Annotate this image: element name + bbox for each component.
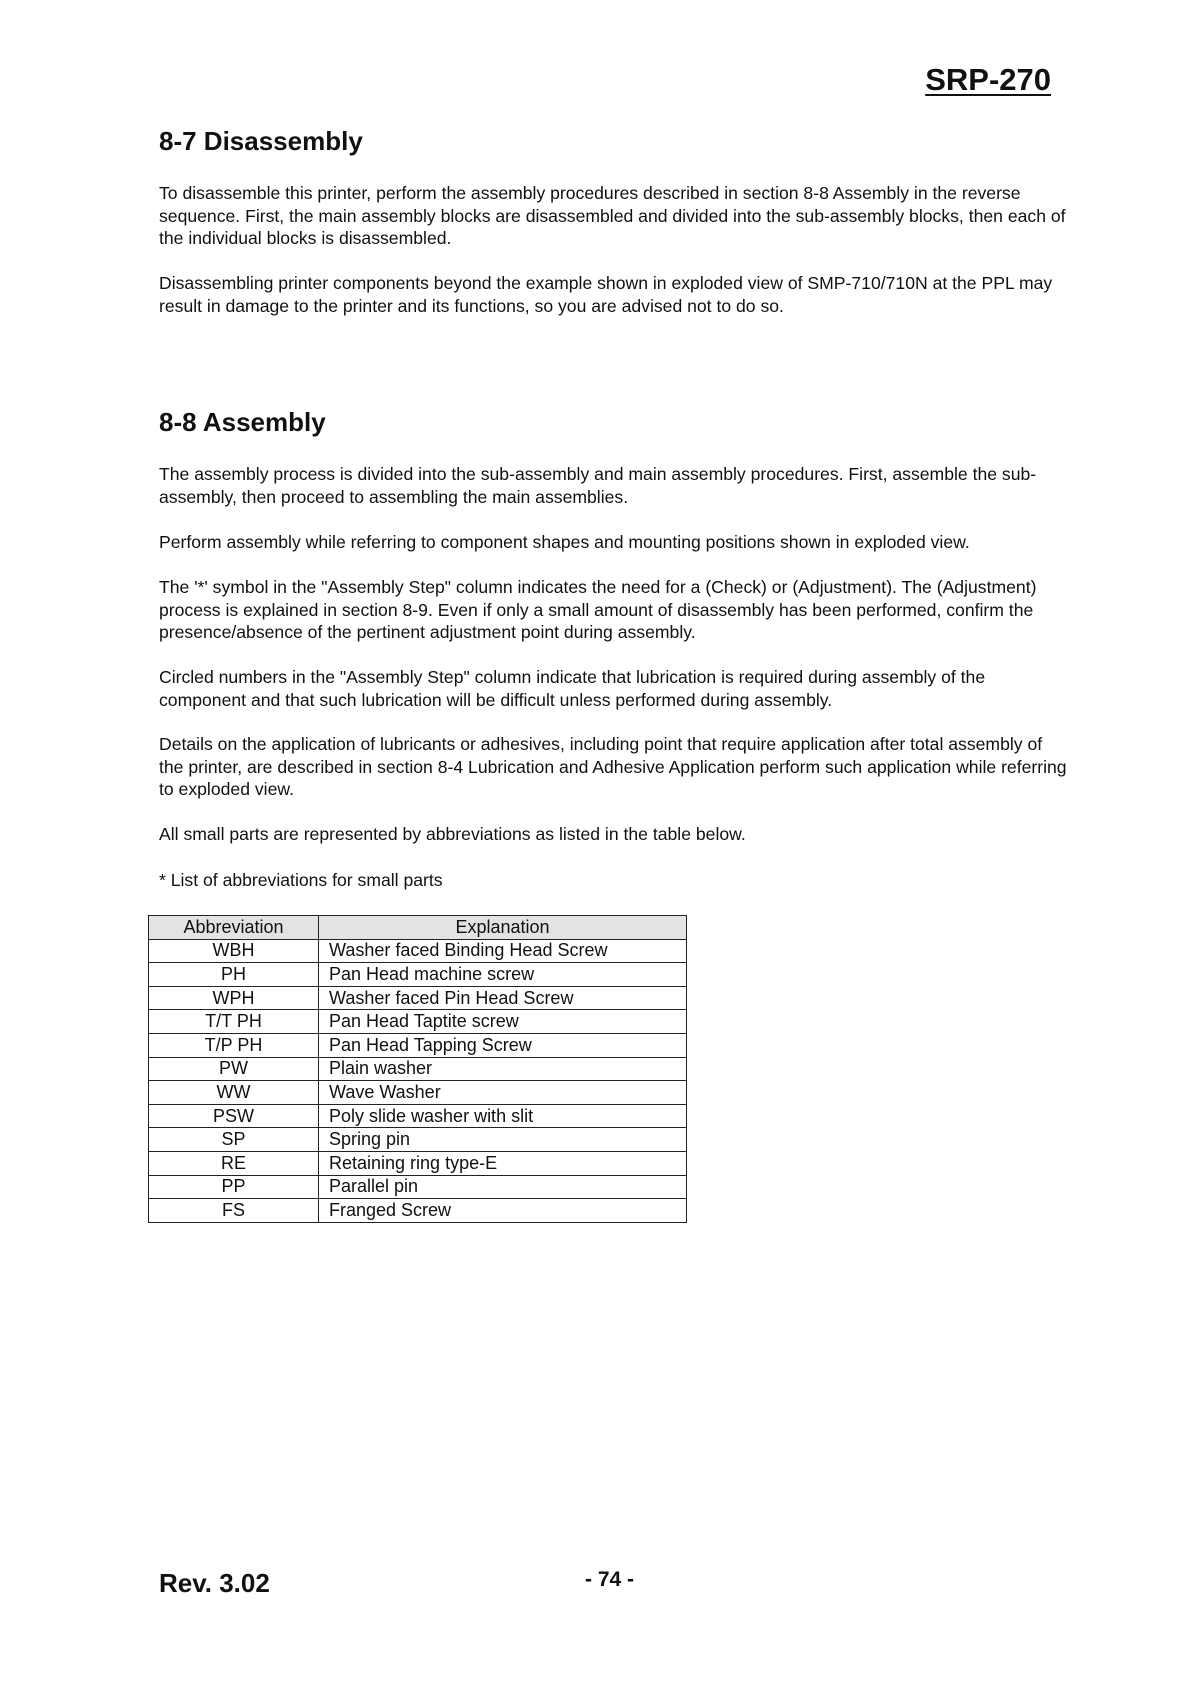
abbreviation-cell: PW — [149, 1057, 319, 1081]
explanation-cell: Washer faced Pin Head Screw — [319, 986, 687, 1010]
abbreviation-cell: RE — [149, 1151, 319, 1175]
assembly-paragraph: The '*' symbol in the "Assembly Step" column indicates the need for a (Check) or (Adjustment). The (Adjustment) process is explained in section 8-9. Even if only a small amount of disassembly has been performed, confirm the presence/absence of the pertinent adjustment point during assembly. — [159, 577, 1037, 642]
abbreviation-cell: FS — [149, 1199, 319, 1223]
explanation-cell: Franged Screw — [319, 1199, 687, 1223]
section-heading-assembly: 8-8 Assembly — [159, 407, 326, 437]
disassembly-paragraph: Disassembling printer components beyond the example shown in exploded view of SMP-710/710N at the PPL may result in damage to the printer and its functions, so you are advised not to do so. — [159, 273, 1053, 316]
table-row — [149, 963, 687, 987]
column-header-explanation: Explanation — [319, 916, 687, 940]
abbreviation-cell: WBH — [149, 939, 319, 963]
table-row — [149, 1010, 687, 1034]
table-row — [149, 939, 687, 963]
assembly-paragraph: All small parts are represented by abbreviations as listed in the table below. — [159, 824, 746, 844]
explanation-cell: Retaining ring type-E — [319, 1151, 687, 1175]
abbreviation-cell: T/P PH — [149, 1033, 319, 1057]
table-row — [149, 1175, 687, 1199]
assembly-paragraph: Perform assembly while referring to component shapes and mounting positions shown in exploded view. — [159, 532, 970, 552]
table-header-row — [149, 916, 687, 940]
table-caption: * List of abbreviations for small parts — [159, 870, 443, 890]
explanation-cell: Wave Washer — [319, 1081, 687, 1105]
table-row — [149, 986, 687, 1010]
explanation-cell: Plain washer — [319, 1057, 687, 1081]
table-row — [149, 1104, 687, 1128]
explanation-cell: Poly slide washer with slit — [319, 1104, 687, 1128]
assembly-paragraph: The assembly process is divided into the sub-assembly and main assembly procedures. First, assemble the sub- assembly, then proceed to assembling the main assemblies. — [159, 464, 1037, 507]
table-row — [149, 1033, 687, 1057]
abbreviation-cell: PH — [149, 963, 319, 987]
section-heading-disassembly: 8-7 Disassembly — [159, 126, 363, 156]
abbreviation-cell: PP — [149, 1175, 319, 1199]
table-row — [149, 1057, 687, 1081]
explanation-cell: Washer faced Binding Head Screw — [319, 939, 687, 963]
disassembly-paragraph: To disassemble this printer, perform the assembly procedures described in section 8-8 Assembly in the reverse sequence. First, the main assembly blocks are disassembled and divided into the sub-assembly blocks, then each of the individual blocks is disassembled. — [159, 183, 1066, 248]
abbreviation-cell: WW — [149, 1081, 319, 1105]
explanation-cell: Pan Head Tapping Screw — [319, 1033, 687, 1057]
table-row — [149, 1128, 687, 1152]
explanation-cell: Pan Head Taptite screw — [319, 1010, 687, 1034]
abbreviation-cell: PSW — [149, 1104, 319, 1128]
explanation-cell: Pan Head machine screw — [319, 963, 687, 987]
table-row — [149, 1081, 687, 1105]
revision-label: Rev. 3.02 — [159, 1568, 270, 1598]
abbreviation-cell: SP — [149, 1128, 319, 1152]
abbreviation-cell: T/T PH — [149, 1010, 319, 1034]
assembly-paragraph: Details on the application of lubricants or adhesives, including point that require application after total assembly of the printer, are described in section 8-4 Lubrication and Adhesive Application perform such application while referring to exploded view. — [159, 734, 1067, 799]
explanation-cell: Spring pin — [319, 1128, 687, 1152]
table-row — [149, 1199, 687, 1223]
assembly-paragraph: Circled numbers in the "Assembly Step" column indicate that lubrication is required during assembly of the component and that such lubrication will be difficult unless performed during assembly. — [159, 667, 986, 710]
table-row — [149, 1151, 687, 1175]
abbreviation-cell: WPH — [149, 986, 319, 1010]
page-number: - 74 - — [585, 1568, 635, 1591]
column-header-abbreviation: Abbreviation — [149, 916, 319, 940]
document-title: SRP-270 — [925, 62, 1051, 97]
abbreviation-table — [148, 915, 687, 1223]
explanation-cell: Parallel pin — [319, 1175, 687, 1199]
